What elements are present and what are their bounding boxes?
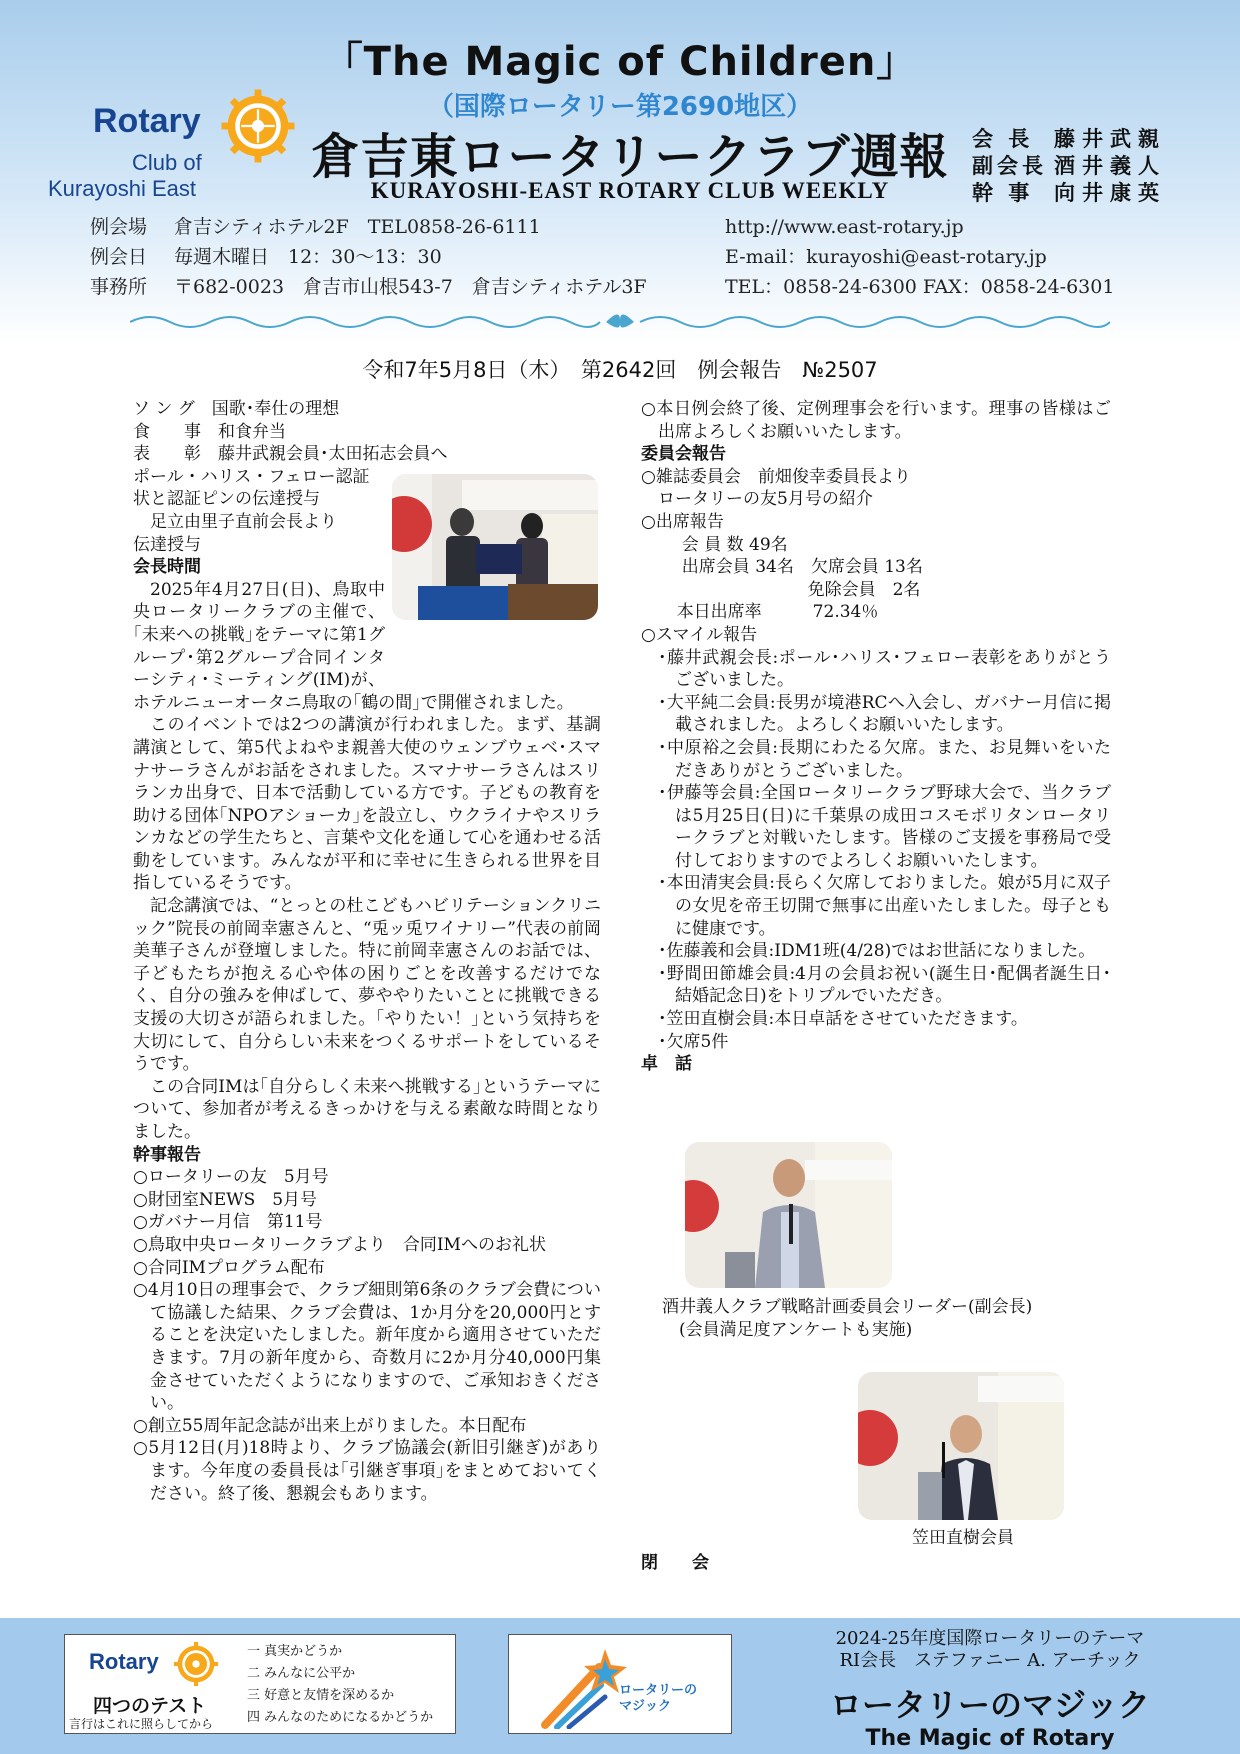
- president-paragraph-2: このイベントでは2つの講演が行われました。まず、基調講演として、第5代よねやま親善大使のウェンブウェベ･スマナサーラさんがお話をされました。スマナサーラさんはスリランカ出身で、日本で活動している方です。子どもの教育を助ける団体｢NPOアショーカ｣を設立し、ウクライナやスリランカなどの学生たちと、言葉や文化を通して心を通わせる活動をしています。みんなが平和に幸せに生きられる世界を目指しているそうです。: [133, 715, 601, 894]
- four-way-test-item: 一 真実かどうか: [247, 1644, 343, 1659]
- secretary-item: ○ロータリーの友 5月号: [133, 1167, 329, 1188]
- four-way-test-item: 三 好意と友情を深めるか: [247, 1688, 395, 1703]
- smile-heading: ○スマイル報告: [641, 624, 758, 645]
- smile-item: ･中原裕之会員:長期にわたる欠席。また、お見舞いをいただきありがとうございました。: [658, 737, 1111, 781]
- president-paragraph-1: 2025年4月27日(日)、鳥取中央ロータリークラブの主催で、｢未来への挑戦｣をテーマに第1グループ･第2グループ合同インターシティ･ミーティング(IM)が、ホテルニューオータニ鳥取の｢鶴の間｣で開催されました。: [133, 579, 574, 713]
- attendance-exempt: 免除会員 2名: [807, 579, 921, 600]
- club-name: 倉吉東ロータリークラブ週報: [311, 129, 949, 185]
- rotary-wheel-icon: [220, 88, 296, 164]
- district-label: （国際ロータリー第2690地区）: [427, 92, 813, 122]
- ri-president: RI会長 ステファニー A. アーチック: [839, 1650, 1141, 1671]
- magic-of-rotary-logo-box: [508, 1634, 732, 1734]
- secretary-item: ○ガバナー月信 第11号: [133, 1212, 323, 1233]
- attendance-rate: 本日出席率 72.34％: [676, 602, 879, 623]
- theme-title: 「The Magic of Children」: [322, 39, 918, 85]
- four-way-test-box: [64, 1634, 456, 1734]
- rotary-wheel-icon: [173, 1641, 219, 1687]
- secretary-item: ○鳥取中央ロータリークラブより 合同IMへのお礼状: [133, 1234, 546, 1255]
- four-way-test-item: 四 みんなのためになるかどうか: [247, 1710, 434, 1725]
- president-heading: 会長時間: [133, 557, 201, 578]
- smile-item: ･佐藤義和会員:IDM1班(4/28)ではお世話になりました。: [658, 941, 1096, 962]
- attendance-heading: ○出席報告: [641, 511, 724, 532]
- speaker-caption-sakai: 酒井義人クラブ戦略計画委員会リーダー(副会長) (会員満足度アンケートも実施): [662, 1297, 1033, 1340]
- right-column: [641, 398, 1111, 1076]
- board-meeting-note: ○本日例会終了後、定例理事会を行います。理事の皆様はご出席よろしくお願いいたします。: [641, 399, 1111, 442]
- meeting-info: [90, 212, 647, 302]
- officers-list: [972, 126, 1166, 207]
- report-title: 令和7年5月8日（木） 第2642回 例会報告 №2507: [362, 358, 878, 382]
- info-meeting-day: 例会日 毎週木曜日 12：30～13：30: [90, 246, 442, 268]
- meal-line: 食 事 和食弁当: [133, 421, 286, 442]
- secretary-item: ○5月12日(月)18時より、クラブ協議会(新旧引継ぎ)があります。今年度の委員長は｢引継ぎ事項｣をまとめておいてください。終了後、懇親会もあります。: [133, 1438, 601, 1504]
- four-way-test-subtitle: 言行はこれに照らしてから: [69, 1717, 214, 1731]
- logo-subtitle: Club of: [132, 150, 202, 175]
- contact-info: [725, 212, 1114, 302]
- speaker-caption-kasada: 笠田直樹会員: [912, 1528, 1014, 1548]
- secretary-item: ○財団室NEWS 5月号: [133, 1189, 318, 1210]
- talk-heading: 卓 話: [641, 1054, 692, 1075]
- smile-item: ･笠田直樹会員:本日卓話をさせていただきます。: [658, 1009, 1028, 1030]
- smile-item: ･藤井武親会長:ポール･ハリス･フェロー表彰をありがとうございました。: [658, 647, 1111, 691]
- email-link[interactable]: E-mail：kurayoshi@east-rotary.jp: [725, 246, 1047, 268]
- closing-label: 閉 会: [641, 1553, 709, 1573]
- ri-theme-year: 2024-25年度国際ロータリーのテーマ: [835, 1628, 1145, 1649]
- website-link[interactable]: http://www.east-rotary.jp: [725, 216, 964, 238]
- phone-fax: TEL：0858-24-6300 FAX：0858-24-6301: [725, 276, 1115, 298]
- decorative-divider: [130, 308, 1110, 332]
- committee-heading: 委員会報告: [641, 444, 726, 465]
- award-line-4: 足立由里子直前会長より: [133, 511, 337, 532]
- smile-item: ･野間田節雄会員:4月の会員お祝い(誕生日･配偶者誕生日･結婚記念日)をトリプルでいただき。: [658, 963, 1111, 1007]
- speaker-photo-sakai: [685, 1142, 892, 1288]
- speaker-photo-kasada: [858, 1372, 1064, 1520]
- president-paragraph-4: この合同IMは｢自分らしく未来へ挑戦する｣というテーマについて、参加者が考えるきっかけを与える素敵な時間となりました。: [133, 1076, 601, 1142]
- secretary-item: ○合同IMプログラム配布: [133, 1257, 325, 1278]
- magazine-committee: ○雑誌委員会 前畑俊幸委員長より: [641, 466, 911, 487]
- award-ceremony-photo: [392, 474, 598, 620]
- secretary-item: ○創立55周年記念誌が出来上がりました。本日配布: [133, 1415, 527, 1436]
- attendance-members: 会 員 数 49名: [681, 534, 788, 555]
- ri-theme-en: The Magic of Rotary: [865, 1726, 1115, 1751]
- info-venue: 例会場 倉吉シティホテル2F TEL0858-26-6111: [90, 216, 541, 238]
- song-line: ソ ン グ 国歌･奉仕の理想: [133, 399, 340, 419]
- info-office: 事務所 〒682-0023 倉吉市山根543-7 倉吉シティホテル3F: [90, 276, 647, 298]
- secretary-item: ○4月10日の理事会で、クラブ細則第6条のクラブ会費について協議した結果、クラブ会費は、1か月分を20,000円とすることを決定いたしました。新年度から適用させていただきます。7月の新年度から、奇数月に2か月分40,000円集金させていただくようになりますので、ご承知おきください。: [133, 1280, 601, 1414]
- officer-secretary: 幹 事 向井康英: [972, 181, 1166, 205]
- rotary-club-logo: [48, 88, 308, 201]
- attendance-present: 出席会員 34名 欠席会員 13名: [681, 557, 923, 578]
- smile-item: ･欠席5件: [658, 1031, 729, 1052]
- officer-vice-president: 副会長 酒井義人: [972, 154, 1166, 178]
- four-way-test-item: 二 みんなに公平か: [247, 1666, 356, 1681]
- four-way-test-rotary: Rotary: [89, 1649, 159, 1674]
- smile-item: ･伊藤等会員:全国ロータリークラブ野球大会で、当クラブは5月25日(日)に千葉県の成田コスモポリタンロータリークラブと対戦いたします。皆様のご支援を事務局で受付しておりますのでよろしくお願いいたします。: [658, 783, 1111, 871]
- four-way-test-title: 四つのテスト: [93, 1695, 207, 1717]
- ri-theme: [780, 1628, 1200, 1751]
- award-line-2: ポール・ハリス・フェロー認証: [133, 466, 370, 487]
- magic-logo-text: ロータリーの マジック: [619, 1683, 698, 1714]
- smile-item: ･本田清実会員:長らく欠席しておりました。娘が5月に双子の女児を帝王切開で無事に出産いたしました。母子ともに健康です。: [658, 873, 1111, 939]
- award-line-3: 状と認証ピンの伝達授与: [133, 489, 320, 510]
- ri-theme-jp: ロータリーのマジック: [829, 1686, 1150, 1724]
- secretary-heading: 幹事報告: [133, 1144, 201, 1165]
- logo-club-location: Kurayoshi East: [48, 176, 196, 201]
- four-way-test-items: [247, 1641, 433, 1729]
- magazine-committee-detail: ロータリーの友5月号の紹介: [658, 489, 873, 510]
- logo-word: Rotary: [93, 102, 201, 140]
- officer-president: 会 長 藤井武親: [972, 127, 1166, 151]
- award-line-5: 伝達授与: [133, 534, 201, 555]
- award-line: 表 彰 藤井武親会員･太田拓志会員へ: [133, 444, 448, 465]
- president-paragraph-3: 記念講演では、“とっとの杜こどもハビリテーションクリニック”院長の前岡幸憲さんと、“兎ッ兎ワイナリー”代表の前岡美華子さんが登壇しました。特に前岡幸憲さんのお話では、子どもたちが抱える心や体の困りごとを改善するだけでなく、自分の強みを伸ばして、夢ややりたいことに挑戦できる支援の大切さが語られました。｢やりたい！｣という気持ちを大切にして、自分らしい未来をつくるサポートをしているそうです。: [133, 896, 601, 1075]
- club-name-en: KURAYOSHI-EAST ROTARY CLUB WEEKLY: [370, 178, 890, 203]
- smile-item: ･大平純二会員:長男が境港RCへ入会し、ガバナー月信に掲載されました。よろしくお願いいたします。: [658, 692, 1111, 736]
